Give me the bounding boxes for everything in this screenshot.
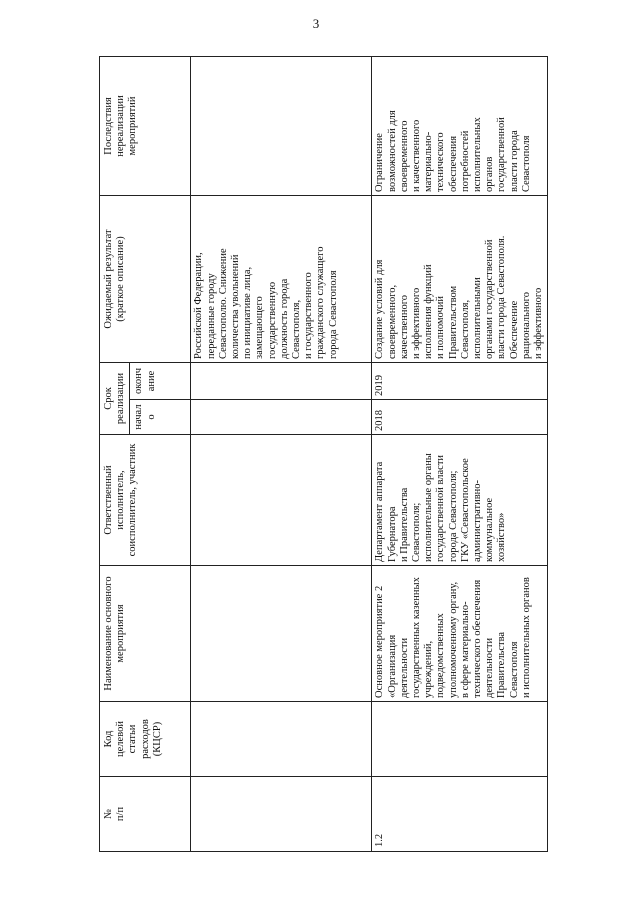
cell-num: 1.2 <box>372 777 548 852</box>
cell-name: Основное мероприятие 2 «Организация деятельности государственных казенных учреждений, подведомственных уполномоченному органу, в сфере материально- технического обеспечения деятельности Правительства Севастополя и исполнительных органов <box>372 566 548 702</box>
cell-start: 2018 <box>372 400 548 435</box>
table-container <box>99 57 545 852</box>
cell-code <box>191 702 372 777</box>
cell-num <box>191 777 372 852</box>
cell-code <box>372 702 548 777</box>
header-end: окончание <box>130 362 191 399</box>
page-number: 3 <box>312 16 320 31</box>
header-num: № п/п <box>100 777 191 852</box>
table-row <box>372 56 548 851</box>
cell-consequences <box>191 56 372 195</box>
header-code: Код целевой статьи расходов (КЦСР) <box>100 702 191 777</box>
cell-start <box>191 400 372 435</box>
cell-responsible: Департамент аппарата Губернатора и Правительства Севастополя; исполнительные органы государственной власти города Севастополя; ГКУ «Севастопольское административно- коммунальное хозяйство» <box>372 435 548 566</box>
cell-end: 2019 <box>372 362 548 399</box>
cell-name <box>191 566 372 702</box>
rotated-table-frame <box>99 57 545 852</box>
header-start: начало <box>130 400 191 435</box>
header-name: Наименование основного мероприятия <box>100 566 191 702</box>
cell-consequences: Ограничение возможностей для своевременного и качественного материально- технического обеспечения потребностей исполнительных органов государственной власти города Севастополя <box>372 56 548 195</box>
cell-responsible <box>191 435 372 566</box>
table-row <box>191 56 372 851</box>
cell-end <box>191 362 372 399</box>
header-period: Срок реализации <box>100 362 130 434</box>
header-row-1 <box>100 56 130 851</box>
program-measures-table <box>99 56 548 852</box>
header-consequences: Последствия нереализации мероприятий <box>100 56 191 195</box>
header-responsible: Ответственный исполнитель, соисполнитель, участник <box>100 435 191 566</box>
cell-result: Создание условий для своевременного, качественного и эффективного исполнения функций и полномочий Правительством Севастополя, исполнительными органами государственной власти города Севастополя. Обеспечение рационального и эффективного <box>372 195 548 362</box>
header-result: Ожидаемый результат (краткое описание) <box>100 195 191 362</box>
cell-result: Российской Федерации, переданные городу Севастополю. Снижение количества увольнений по инициативе лица, замещающего государственную должность города Севастополя, и государственного гражданского служащего города Севастополя <box>191 195 372 362</box>
